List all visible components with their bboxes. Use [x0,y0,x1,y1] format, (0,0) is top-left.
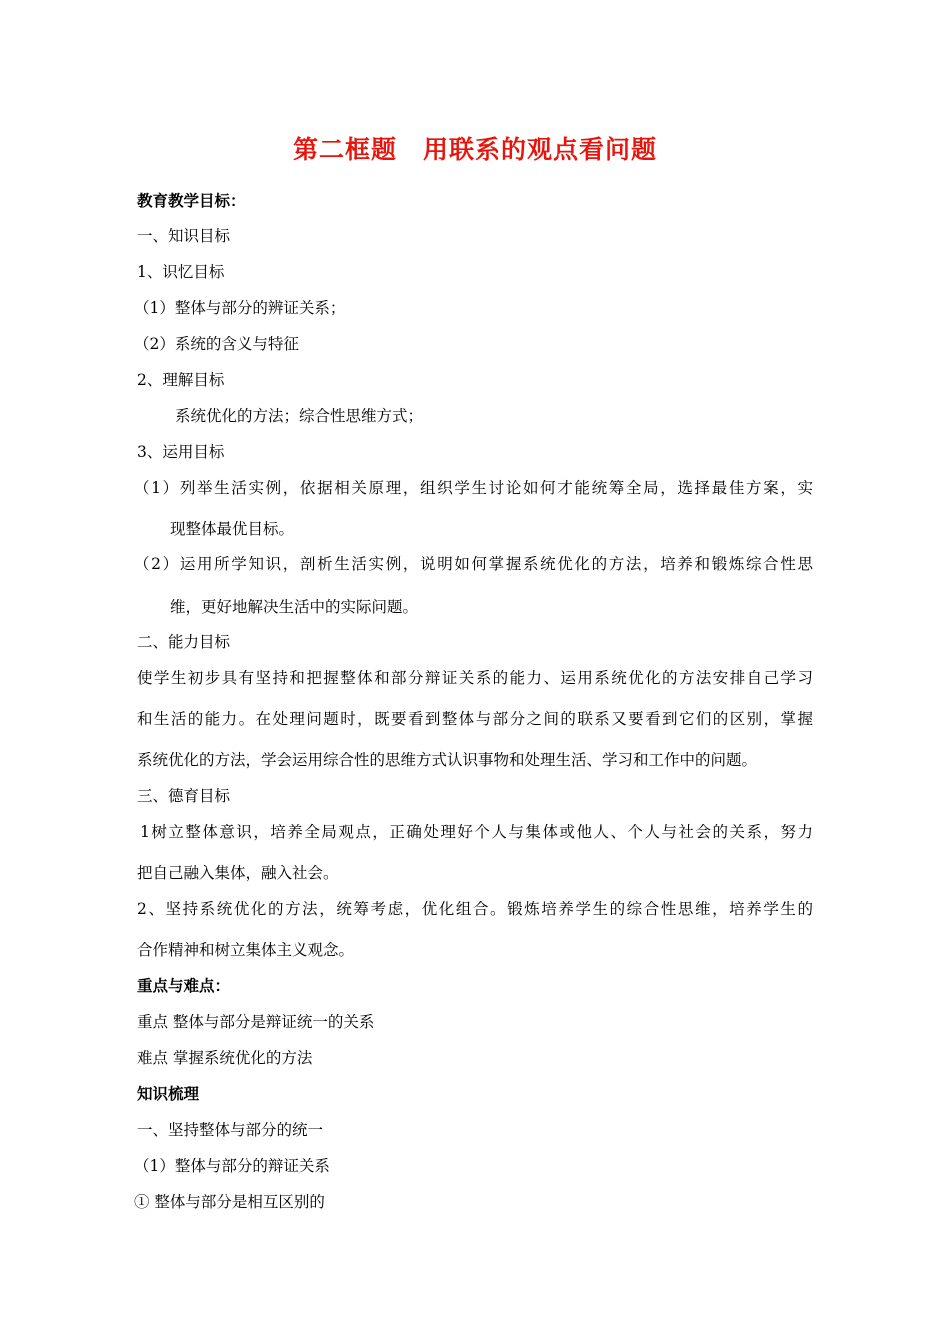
subheading-whole-and-part: 一、坚持整体与部分的统一 [137,1121,324,1139]
section-heading-key-points: 重点与难点： [137,977,231,995]
paragraph-line: 和生活的能力。在处理问题时，既要看到整体与部分之间的联系又要看到它们的区别，掌握 [137,710,813,728]
list-item: （2）运用所学知识，剖析生活实例，说明如何掌握系统优化的方法，培养和锻炼综合性思 [134,555,813,573]
section-heading-knowledge-review: 知识梳理 [137,1085,200,1103]
difficulty-line: 难点 掌握系统优化的方法 [137,1049,313,1067]
section-heading-teaching-goals: 教育教学目标： [137,192,246,210]
heading-ability-goals: 二、能力目标 [137,633,231,651]
list-item: （1）列举生活实例，依据相关原理，组织学生讨论如何才能统筹全局，选择最佳方案，实 [134,479,813,497]
list-item: （1）整体与部分的辩证关系 [134,1157,330,1175]
list-item-continuation: 维，更好地解决生活中的实际问题。 [170,598,419,616]
paragraph-line: 使学生初步具有坚持和把握整体和部分辩证关系的能力、运用系统优化的方法安排自己学习 [137,669,813,687]
heading-application-goals: 3、运用目标 [137,443,225,461]
document-title: 第二框题 用联系的观点看问题 [292,135,657,164]
paragraph-line: 系统优化的方法，学会运用综合性的思维方式认识事物和处理生活、学习和工作中的问题。 [137,751,758,769]
list-item-continuation: 现整体最优目标。 [170,520,295,538]
paragraph-line: 1树立整体意识，培养全局观点，正确处理好个人与集体或他人、个人与社会的关系，努力 [140,823,813,841]
list-item: ① 整体与部分是相互区别的 [134,1193,325,1211]
paragraph-line: 把自己融入集体，融入社会。 [137,864,339,882]
paragraph-line: 合作精神和树立集体主义观念。 [137,941,355,959]
key-point-line: 重点 整体与部分是辩证统一的关系 [137,1013,375,1031]
heading-memory-goals: 1、识忆目标 [137,263,225,281]
heading-understanding-goals: 2、理解目标 [137,371,225,389]
paragraph-line: 2、坚持系统优化的方法，统筹考虑，优化组合。锻炼培养学生的综合性思维，培养学生的 [137,900,813,918]
list-item: （1）整体与部分的辨证关系； [134,299,346,317]
heading-moral-goals: 三、德育目标 [137,787,231,805]
paragraph-line: 系统优化的方法；综合性思维方式； [175,407,424,425]
list-item: （2）系统的含义与特征 [134,335,299,353]
heading-knowledge-goals: 一、知识目标 [137,227,231,245]
